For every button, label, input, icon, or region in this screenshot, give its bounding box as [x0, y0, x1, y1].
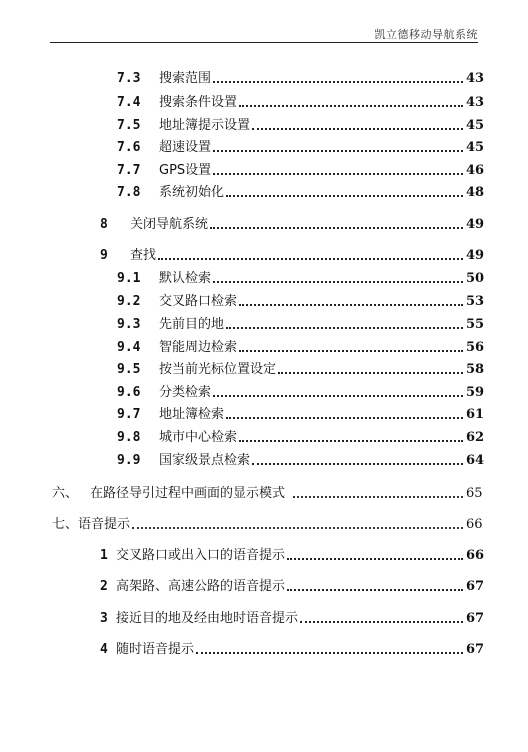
toc-entry-number: 8: [100, 217, 108, 232]
toc-entry[interactable]: [100, 578, 485, 596]
toc-entry-page: 49: [466, 248, 485, 263]
toc-entry-title: 先前目的地: [159, 317, 225, 332]
toc-entry-number: 7.4: [117, 95, 141, 110]
toc-entry[interactable]: [117, 270, 485, 288]
toc-entry-page: 43: [466, 95, 485, 110]
toc-chapter-entry[interactable]: [52, 485, 482, 503]
toc-entry[interactable]: [117, 70, 485, 88]
dot-leader: [278, 372, 463, 374]
toc-entry[interactable]: [117, 429, 485, 447]
toc-entry-title: 高架路、高速公路的语音提示: [116, 579, 286, 594]
toc-entry-page: 56: [466, 340, 485, 355]
toc-entry-title: 交叉路口检索: [159, 294, 238, 309]
dot-leader: [213, 150, 463, 152]
toc-entry-number: 七、: [52, 517, 79, 532]
toc-entry-page: 53: [466, 294, 485, 309]
toc-entry-number: 六、: [52, 486, 79, 501]
dot-leader: [239, 304, 463, 306]
toc-entry[interactable]: [117, 452, 485, 470]
toc-entry[interactable]: [117, 293, 485, 311]
dot-leader: [239, 350, 463, 352]
toc-entry-title: 在路径导引过程中画面的显示模式: [90, 486, 286, 501]
toc-entry[interactable]: [117, 339, 485, 357]
toc-entry-page: 45: [466, 140, 485, 155]
toc-chapter-entry[interactable]: [52, 516, 482, 534]
toc-entry-page: 62: [466, 430, 485, 445]
toc-entry-page: 59: [466, 385, 485, 400]
toc-entry-title: 地址簿检索: [159, 407, 225, 422]
toc-entry-title: 城市中心检索: [159, 430, 238, 445]
dot-leader: [213, 81, 463, 83]
toc-entry[interactable]: [117, 361, 485, 379]
toc-entry[interactable]: [117, 162, 485, 180]
toc-entry-title: 搜索条件设置: [159, 95, 238, 110]
dot-leader: [226, 417, 463, 419]
toc-entry[interactable]: [117, 139, 485, 157]
dot-leader: [213, 173, 463, 175]
dot-leader: [293, 496, 463, 498]
toc-entry[interactable]: [117, 406, 485, 424]
toc-entry-title: 分类检索: [159, 385, 212, 400]
toc-entry-title: 地址簿提示设置: [159, 118, 251, 133]
toc-entry-title: 语音提示: [78, 517, 131, 532]
dot-leader: [158, 258, 463, 260]
dot-leader: [252, 128, 463, 130]
toc-entry[interactable]: [117, 384, 485, 402]
dot-leader: [213, 395, 463, 397]
toc-entry-page: 55: [466, 317, 485, 332]
toc-entry[interactable]: [100, 547, 485, 565]
toc-entry-number: 9.5: [117, 362, 141, 377]
dot-leader: [287, 558, 463, 560]
toc-entry-title: 关闭导航系统: [130, 217, 209, 232]
toc-entry-page: 67: [466, 579, 485, 594]
toc-entry-number: 7.5: [117, 118, 141, 133]
toc-entry-title: 搜索范围: [159, 71, 212, 86]
toc-entry-page: 50: [466, 271, 485, 286]
toc-entry-number: 7.8: [117, 185, 141, 200]
toc-entry-number: 3: [100, 611, 108, 626]
toc-entry-title: 查找: [130, 248, 157, 263]
toc-entry-page: 67: [466, 642, 485, 657]
toc-entry-page: 45: [466, 118, 485, 133]
toc-entry[interactable]: [100, 610, 485, 628]
toc-entry-title: 接近目的地及经由地时语音提示: [116, 611, 299, 626]
toc-entry-title: 超速设置: [159, 140, 212, 155]
toc-entry-number: 9.3: [117, 317, 141, 332]
toc-entry-title: 按当前光标位置设定: [159, 362, 277, 377]
dot-leader: [226, 195, 463, 197]
toc-entry-page: 66: [466, 548, 485, 563]
dot-leader: [132, 527, 463, 529]
toc-entry-number: 9.4: [117, 340, 141, 355]
toc-entry-page: 46: [466, 163, 485, 178]
toc-entry-page: 43: [466, 71, 485, 86]
toc-entry[interactable]: [100, 247, 485, 265]
toc-entry-number: 1: [100, 548, 108, 563]
toc-entry-number: 9.2: [117, 294, 141, 309]
dot-leader: [210, 227, 463, 229]
toc-entry[interactable]: [117, 184, 485, 202]
dot-leader: [287, 589, 463, 591]
header-rule: [50, 42, 478, 43]
toc-entry-page: 48: [466, 185, 485, 200]
dot-leader: [213, 281, 463, 283]
toc-entry-number: 9: [100, 248, 108, 263]
toc-entry[interactable]: [117, 117, 485, 135]
dot-leader: [196, 652, 463, 654]
toc-entry-title: 国家级景点检索: [159, 453, 251, 468]
dot-leader: [252, 463, 463, 465]
dot-leader: [239, 105, 463, 107]
toc-entry-number: 9.8: [117, 430, 141, 445]
toc-entry-number: 7.7: [117, 163, 141, 178]
toc-entry-number: 2: [100, 579, 108, 594]
toc-entry-number: 7.3: [117, 71, 141, 86]
dot-leader: [226, 327, 463, 329]
toc-entry-number: 4: [100, 642, 108, 657]
toc-entry-number: 9.1: [117, 271, 141, 286]
toc-entry-page: 65: [466, 486, 483, 501]
toc-entry-title: 智能周边检索: [159, 340, 238, 355]
dot-leader: [300, 621, 463, 623]
toc-entry-title: 默认检索: [159, 271, 212, 286]
toc-entry[interactable]: [100, 641, 485, 659]
header-title: 凯立德移动导航系统: [374, 28, 478, 41]
dot-leader: [239, 440, 463, 442]
toc-entry[interactable]: [117, 316, 485, 334]
toc-entry-page: 66: [466, 517, 483, 532]
toc-entry-page: 58: [466, 362, 485, 377]
toc-entry-number: 9.7: [117, 407, 141, 422]
toc-entry-page: 61: [466, 407, 485, 422]
toc-entry-page: 67: [466, 611, 485, 626]
toc-entry-page: 64: [466, 453, 485, 468]
toc-entry-page: 49: [466, 217, 485, 232]
toc-entry[interactable]: [100, 216, 485, 234]
toc-entry-number: 9.9: [117, 453, 141, 468]
toc-entry-number: 9.6: [117, 385, 141, 400]
toc-entry-number: 7.6: [117, 140, 141, 155]
toc-entry-title: 交叉路口或出入口的语音提示: [116, 548, 286, 563]
toc-entry-title: 随时语音提示: [116, 642, 195, 657]
toc-entry[interactable]: [117, 94, 485, 112]
toc-entry-title: 系统初始化: [159, 185, 225, 200]
toc-entry-title: GPS设置: [159, 163, 212, 178]
